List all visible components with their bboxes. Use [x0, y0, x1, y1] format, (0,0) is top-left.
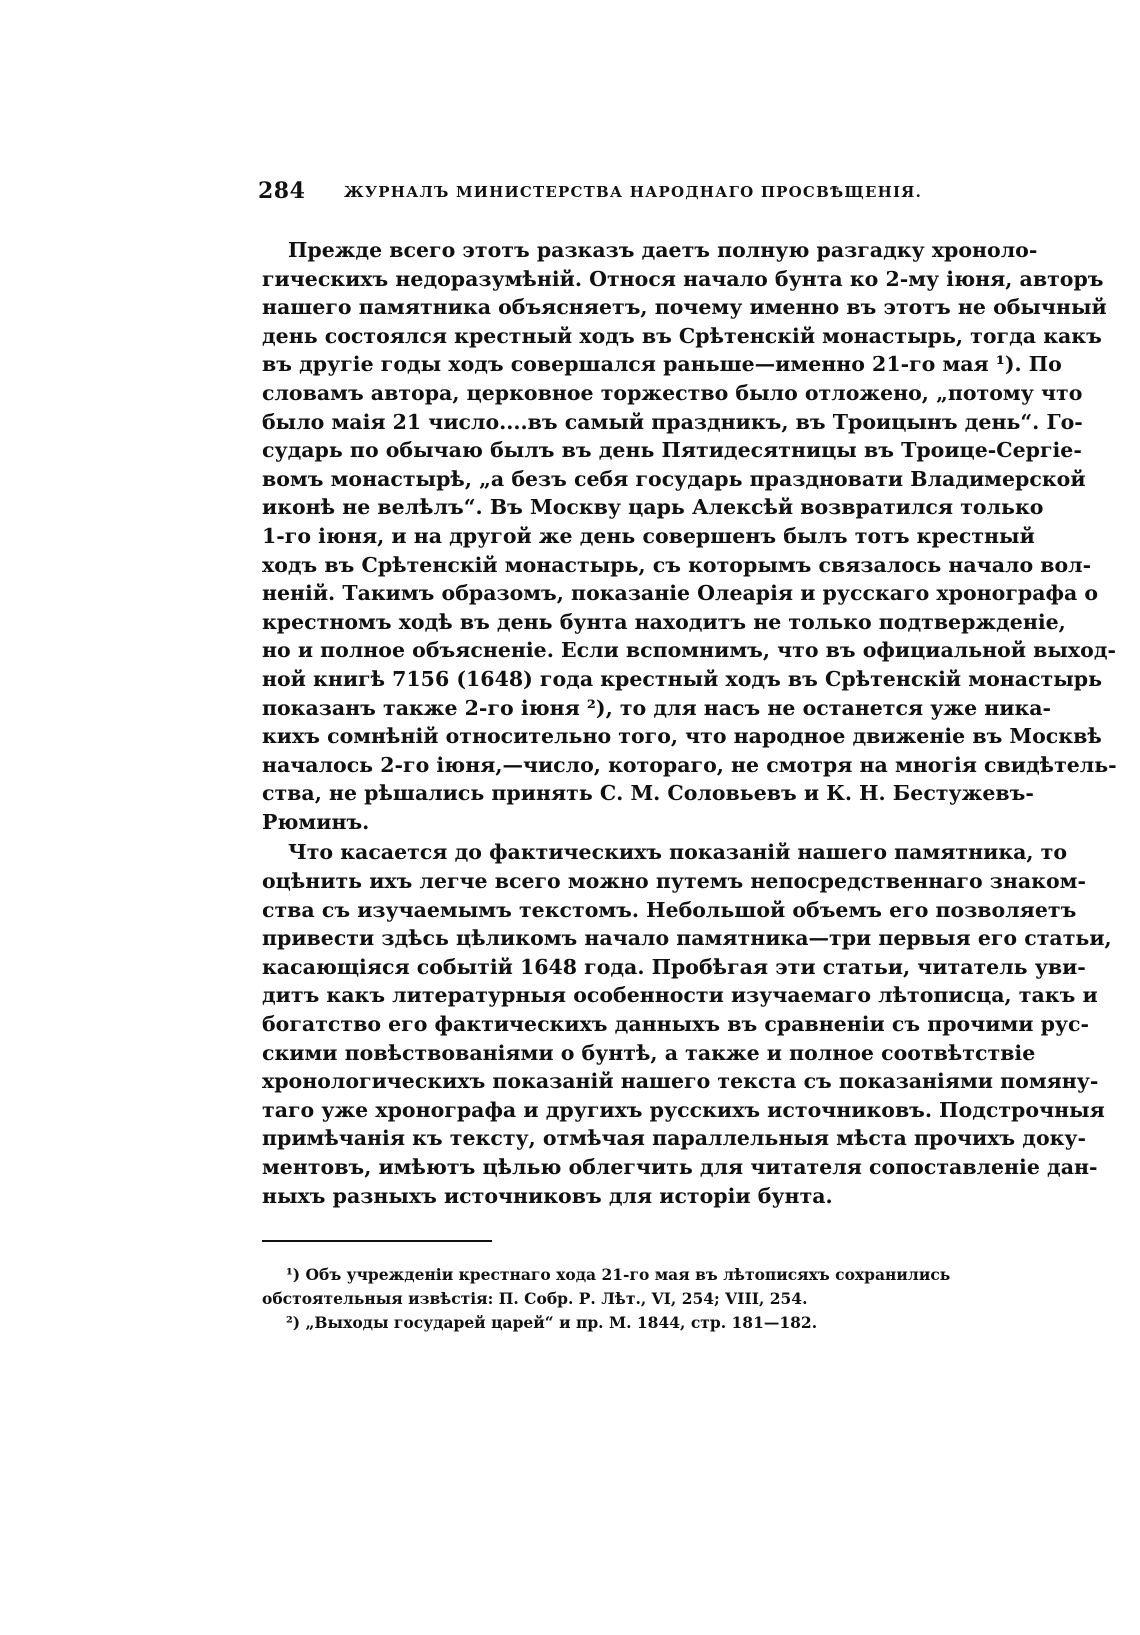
text-line: неній. Такимъ образомъ, показаніе Олеарія и русскаго хронографа о	[262, 581, 1099, 606]
text-line: Прежде всего этотъ разказъ даетъ полную разгадку хроноло-	[288, 238, 1038, 262]
footnote-divider	[262, 1240, 492, 1242]
text-line: кихъ сомнѣній относительно того, что народное движеніе въ Москвѣ	[262, 724, 1102, 749]
text-line: вомъ монастырѣ, „а безъ себя государь праздновати Владимерской	[262, 466, 1086, 491]
text-line: богатство его фактическихъ данныхъ въ сравненіи съ прочими рус-	[262, 1012, 1090, 1037]
footnote-line: обстоятельныя извѣстія: П. Собр. Р. Лѣт., VI, 254; VIII, 254.	[262, 1289, 808, 1308]
text-line: ныхъ разныхъ источниковъ для исторіи бунта.	[262, 1183, 833, 1208]
text-line: иконѣ не велѣлъ“. Въ Москву царь Алексѣй возвратился только	[262, 495, 1044, 520]
paragraph	[262, 838, 1112, 1210]
text-line: ства, не рѣшались принять С. М. Соловьевъ и К. Н. Бестужевъ-	[262, 781, 1034, 806]
text-line: скими повѣствованіями о бунтѣ, а также и полное соотвѣтствіе	[262, 1040, 1036, 1065]
text-line: ной книгѣ 7156 (1648) года крестный ходъ въ Срѣтенскій монастырь	[262, 666, 1103, 691]
text-line: гическихъ недоразумѣній. Относя начало бунта ко 2-му іюня, авторъ	[262, 266, 1104, 291]
text-line: 1-го іюня, и на другой же день совершенъ былъ тотъ крестный	[262, 523, 1035, 548]
footnote-line: ¹) Объ учрежденіи крестнаго хода 21-го мая въ лѣтописяхъ сохранились	[286, 1265, 951, 1284]
text-line: примѣчанія къ тексту, отмѣчая параллельныя мѣста прочихъ доку-	[262, 1126, 1087, 1151]
page-header	[258, 178, 978, 210]
text-line: хронологическихъ показаній нашего текста съ показаніями помяну-	[262, 1069, 1099, 1094]
text-line: въ другіе годы ходъ совершался раньше—именно 21-го мая ¹). По	[262, 352, 1062, 377]
text-line: ходъ въ Срѣтенскій монастырь, съ которымъ связалось начало вол-	[262, 552, 1092, 577]
text-line: но и полное объясненіе. Если вспомнимъ, что въ официальной выход-	[262, 638, 1117, 663]
footnotes	[262, 1263, 951, 1335]
footnote-line: ²) „Выходы государей царей“ и пр. М. 1844, стр. 181—182.	[286, 1313, 818, 1332]
text-line: Что касается до фактическихъ показаній нашего памятника, то	[288, 840, 1068, 865]
text-line: касающіяся событій 1648 года. Пробѣгая эти статьи, читатель уви-	[262, 954, 1086, 979]
text-line: ментовъ, имѣютъ цѣлью облегчить для читателя сопоставленіе дан-	[262, 1155, 1098, 1179]
text-line: нашего памятника объясняетъ, почему именно въ этотъ не обычный	[262, 295, 1107, 320]
text-line: началось 2-го іюня,—число, котораго, не смотря на многія свидѣтель-	[262, 752, 1117, 777]
text-line: было маія 21 число....въ самый праздникъ, въ Троицынъ день“. Го-	[262, 409, 1083, 434]
running-head: ЖУРНАЛЪ МИНИСТЕРСТВА НАРОДНАГО ПРОСВѢЩЕНІЯ.	[344, 183, 923, 201]
text-line: таго уже хронографа и другихъ русскихъ источниковъ. Подстрочныя	[262, 1097, 1105, 1122]
text-line: крестномъ ходѣ въ день бунта находитъ не только подтвержденіе,	[262, 609, 1066, 634]
text-line: дитъ какъ литературныя особенности изучаемаго лѣтописца, такъ и	[262, 983, 1098, 1008]
text-line: оцѣнить ихъ легче всего можно путемъ непосредственнаго знаком-	[262, 869, 1086, 894]
text-line: ства съ изучаемымъ текстомъ. Небольшой объемъ его позволяетъ	[262, 897, 1077, 922]
text-line: словамъ автора, церковное торжество было отложено, „потому что	[262, 380, 1083, 405]
text-line: показанъ также 2-го іюня ²), то для насъ не останется уже ника-	[262, 695, 1052, 720]
page-number: 284	[258, 178, 306, 204]
text-line: Рюминъ.	[262, 809, 370, 834]
body-text	[262, 236, 1117, 1210]
paragraph	[262, 236, 1117, 836]
text-line: привести здѣсь цѣликомъ начало памятника—три первыя его статьи,	[262, 926, 1112, 951]
text-line: день состоялся крестный ходъ въ Срѣтенскій монастырь, тогда какъ	[262, 323, 1102, 348]
text-line: сударь по обычаю былъ въ день Пятидесятницы въ Троице-Сергіе-	[262, 438, 1082, 463]
